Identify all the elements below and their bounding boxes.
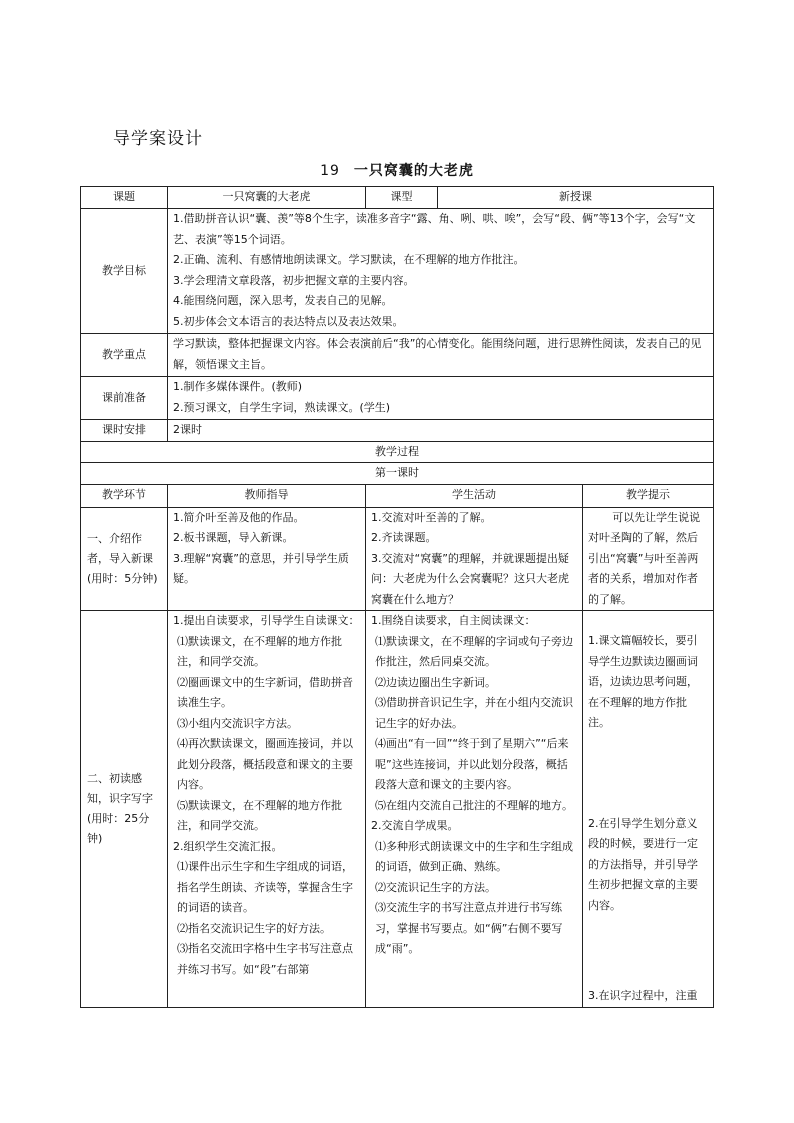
teacher-step: 1.简介叶至善及他的作品。 xyxy=(173,510,305,524)
stage1-teacher xyxy=(168,507,366,611)
page-heading: 导学案设计 xyxy=(113,129,203,149)
student-step: 1.围绕自读要求，自主阅读课文： xyxy=(371,614,536,627)
teacher-step: ⑵指名交流识记生字的好方法。 xyxy=(177,921,331,935)
prep-label: 课前准备 xyxy=(81,377,168,420)
student-step: 2.齐读课题。 xyxy=(371,531,437,544)
teacher-step: ⑵圈画课文中的生字新词，借助拼音读准生字。 xyxy=(177,675,353,709)
header-stage: 教学环节 xyxy=(81,484,168,507)
goal-item: 4.能围绕问题，深入思考，发表自己的见解。 xyxy=(173,294,393,307)
topic-row xyxy=(81,187,714,209)
session-title-row xyxy=(81,463,714,485)
tip-text: 2.在引导学生划分意义段的时候，要进行一定的方法指导，并引导学生初步把握文章的主要内容。 xyxy=(588,816,698,912)
student-step: ⑵边读边圈出生字新词。 xyxy=(375,675,496,689)
lesson-title-line xyxy=(0,160,794,180)
teacher-step: ⑷再次默读课文，圈画连接词，并以此划分段落，概括段意和课文的主要内容。 xyxy=(177,737,353,791)
prep-row xyxy=(81,377,714,420)
lesson-title: 一只窝囊的大老虎 xyxy=(353,163,474,179)
stage2-teacher xyxy=(168,611,366,1008)
student-step: ⑸在组内交流自己批注的不理解的地方。 xyxy=(375,798,573,812)
session-title: 第一课时 xyxy=(81,463,714,485)
teacher-step: 1.提出自读要求，引导学生自读课文： xyxy=(173,614,360,627)
teacher-step: 2.板书课题，导入新课。 xyxy=(173,531,294,544)
type-value: 新授课 xyxy=(438,187,714,209)
stage1-name: 一、介绍作者，导入新课(用时：5分钟) xyxy=(81,507,168,611)
header-tip: 教学提示 xyxy=(583,484,714,507)
schedule-value: 2课时 xyxy=(168,420,714,442)
key-row xyxy=(81,334,714,377)
topic-value: 一只窝囊的大老虎 xyxy=(168,187,366,209)
student-step: 1.交流对叶至善的了解。 xyxy=(371,510,492,524)
teacher-step: ⑴课件出示生字和生字组成的词语，指名学生朗读、齐读等，掌握含生字的词语的读音。 xyxy=(177,860,353,914)
teacher-step: ⑸默读课文，在不理解的地方作批注，和同学交流。 xyxy=(177,798,342,832)
goal-item: 5.初步体会文本语言的表达特点以及表达效果。 xyxy=(173,314,404,328)
student-step: ⑶交流生字的书写注意点并进行书写练习，掌握书写要点。如“俩”右侧不要写成“雨”。 xyxy=(375,901,563,955)
student-step: ⑴默读课文，在不理解的字词或句子旁边作批注，然后同桌交流。 xyxy=(375,634,573,668)
process-header-row xyxy=(81,484,714,507)
type-label: 课型 xyxy=(366,187,438,209)
stage2-tips xyxy=(583,611,714,1008)
goal-item: 3.学会理清文章段落，初步把握文章的主要内容。 xyxy=(173,273,415,287)
tip-text: 3.在识字过程中，注重 xyxy=(588,989,698,1002)
lesson-number: 19 xyxy=(320,163,340,179)
stage2-row xyxy=(81,611,714,1008)
student-step: ⑴多种形式朗读课文中的生字和生字组成的词语，做到正确、熟练。 xyxy=(375,839,573,873)
teacher-step: ⑶小组内交流识字方法。 xyxy=(177,716,298,730)
student-step: ⑶借助拼音识记生字，并在小组内交流识记生字的好办法。 xyxy=(375,696,573,730)
tip-text: 可以先让学生说说对叶圣陶的了解，然后引出“窝囊”与叶至善两者的关系，增加对作者的了解。 xyxy=(588,510,701,606)
student-step: 2.交流自学成果。 xyxy=(371,819,459,832)
goal-item: 1.借助拼音认识“囊、羡”等8个生字，读准多音字“露、角、咧、哄、唉”，会写“段、俩”等13个字，会写“文艺、表演”等15个词语。 xyxy=(173,212,696,246)
teacher-step: 2.组织学生交流汇报。 xyxy=(173,839,283,853)
student-step: 3.交流对“窝囊”的理解，并就课题提出疑问：大老虎为什么会窝囊呢？这只大老虎窝囊在什么地方？ xyxy=(371,551,569,606)
goals-cell xyxy=(168,209,714,334)
topic-label: 课题 xyxy=(81,187,168,209)
goals-row xyxy=(81,209,714,334)
tip-text: 1.课文篇幅较长，要引导学生边默读边圈画词语，边读边思考问题，在不理解的地方作批注。 xyxy=(588,634,698,729)
student-step: ⑷画出“有一回”“终于到了星期六”“后来呢”这些连接词，并以此划分段落，概括段落大意和课文的主要内容。 xyxy=(375,737,569,791)
schedule-label: 课时安排 xyxy=(81,420,168,442)
header-student: 学生活动 xyxy=(366,484,583,507)
schedule-row xyxy=(81,420,714,442)
prep-cell xyxy=(168,377,714,420)
process-title: 教学过程 xyxy=(81,441,714,463)
goal-item: 2.正确、流利、有感情地朗读课文。学习默读，在不理解的地方作批注。 xyxy=(173,253,525,266)
prep-item: 1.制作多媒体课件。(教师) xyxy=(173,380,303,393)
key-label: 教学重点 xyxy=(81,334,168,377)
stage1-tip xyxy=(583,507,714,611)
stage1-student xyxy=(366,507,583,611)
teacher-step: 3.理解“窝囊”的意思，并引导学生质疑。 xyxy=(173,551,349,585)
stage2-name: 二、初读感知，识字写字(用时：25分钟) xyxy=(81,611,168,1008)
teacher-step: ⑶指名交流田字格中生字书写注意点并练习书写。如“段”右部第 xyxy=(177,942,353,976)
stage1-row xyxy=(81,507,714,611)
prep-item: 2.预习课文，自学生字词，熟读课文。(学生) xyxy=(173,400,391,414)
header-teacher: 教师指导 xyxy=(168,484,366,507)
key-value: 学习默读，整体把握课文内容。体会表演前后“我”的心情变化。能围绕问题，进行思辨性阅读，发表自己的见解，领悟课文主旨。 xyxy=(168,334,714,377)
goals-label: 教学目标 xyxy=(81,209,168,334)
process-title-row xyxy=(81,441,714,463)
lesson-plan-table xyxy=(80,186,714,1008)
student-step: ⑵交流识记生字的方法。 xyxy=(375,880,496,894)
teacher-step: ⑴默读课文，在不理解的地方作批注，和同学交流。 xyxy=(177,634,342,668)
stage2-student xyxy=(366,611,583,1008)
